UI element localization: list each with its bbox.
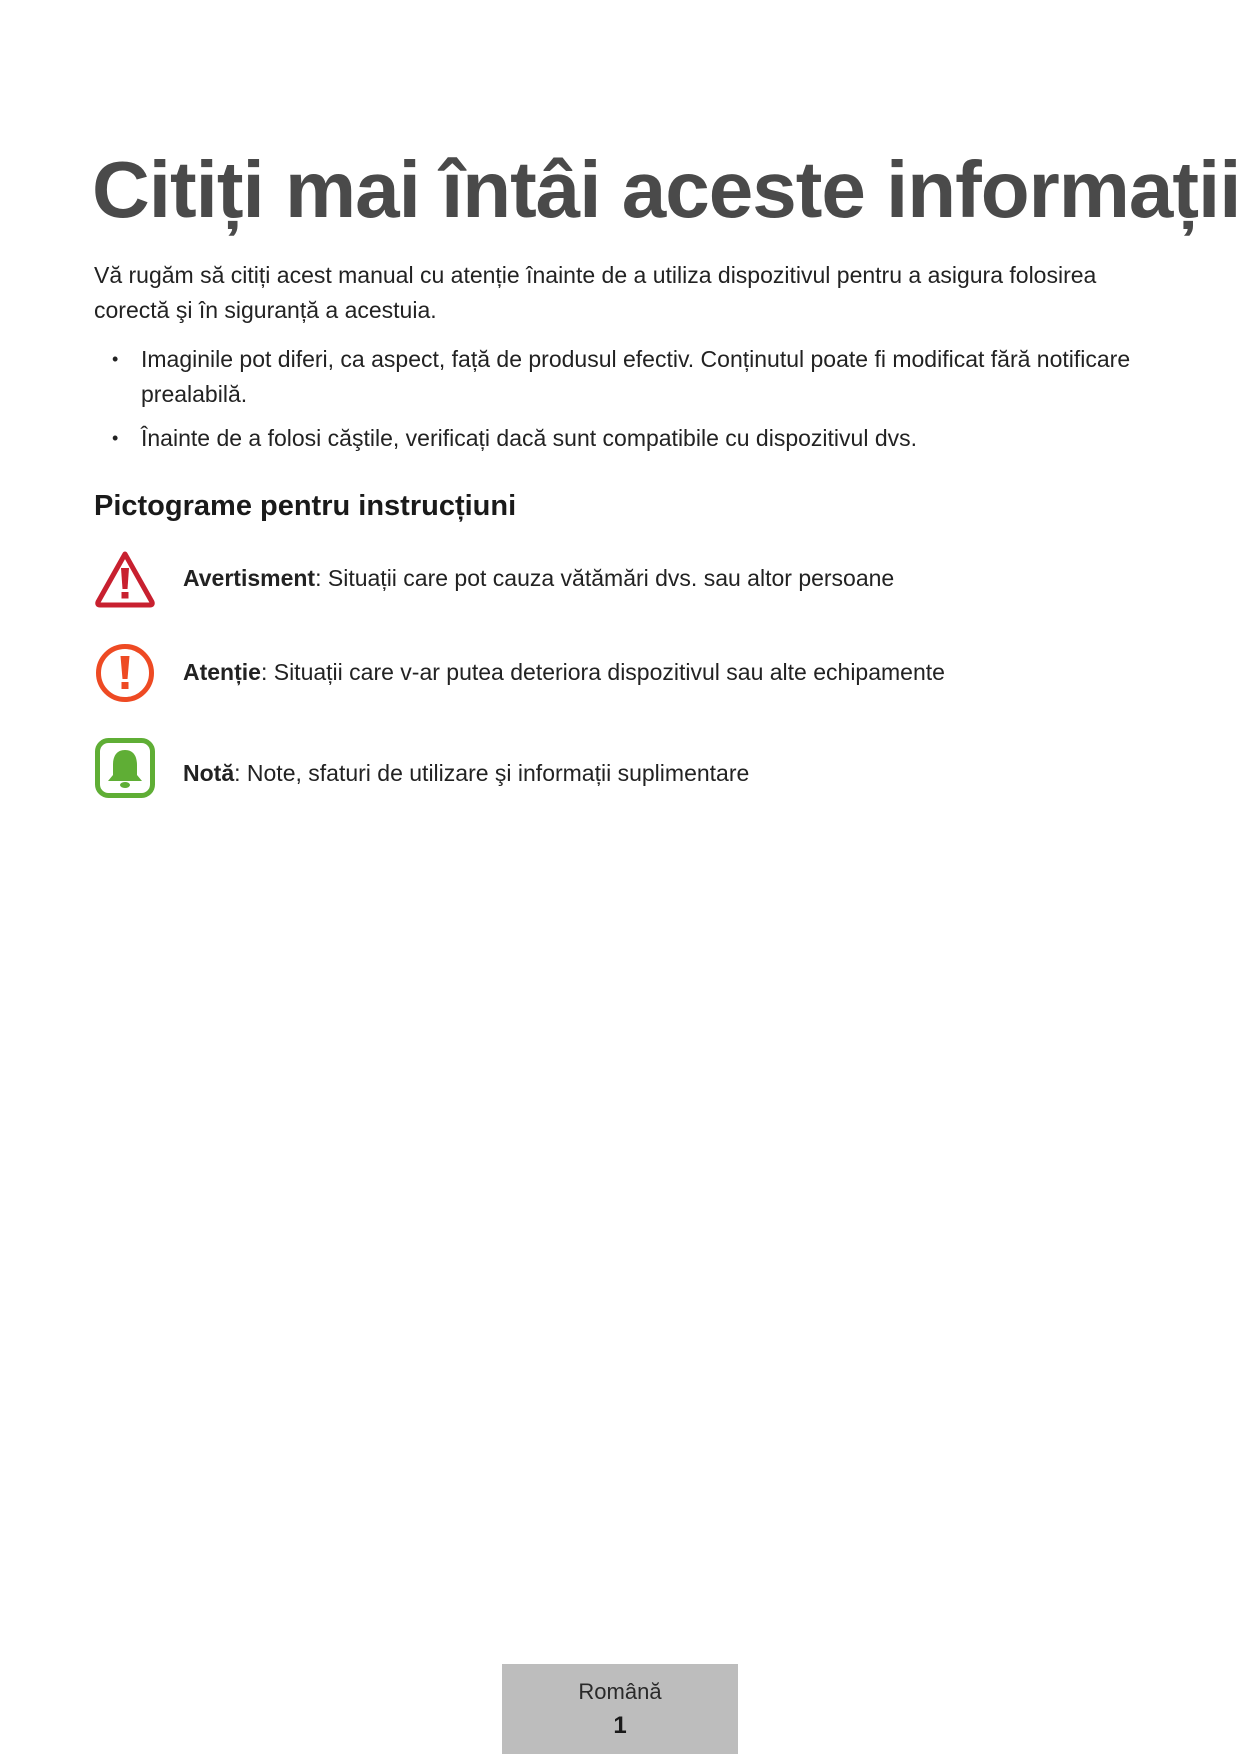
page-title: Citiți mai întâi aceste informații: [92, 145, 1241, 234]
warning-triangle-icon: [94, 548, 156, 610]
list-item: [94, 342, 1154, 412]
caution-circle-icon: [94, 642, 156, 704]
page-footer: [502, 1664, 738, 1754]
pictogram-label: Atenție: [183, 659, 261, 685]
footer-language: Română: [578, 1679, 662, 1704]
bullet-marker: •: [112, 349, 119, 369]
list-item: [94, 421, 1154, 456]
pictogram-row-note: [94, 737, 1154, 801]
notice-list: [94, 342, 1154, 465]
list-item-text: Imaginile pot diferi, ca aspect, față de produsul efectiv. Conținutul poate fi modificat fără notificare prealabilă.: [141, 346, 1131, 407]
pictogram-label: Avertisment: [183, 565, 316, 591]
intro-paragraph: Vă rugăm să citiți acest manual cu atenție înainte de a utiliza dispozitivul pentru a asigura folosirea corectă şi în siguranță a acestuia.: [94, 262, 1097, 323]
section-heading: Pictograme pentru instrucțiuni: [94, 490, 517, 522]
pictogram-row-caution: [94, 642, 1154, 706]
pictogram-row-warning: [94, 548, 1154, 612]
page-number: 1: [613, 1712, 627, 1739]
note-bell-icon: [94, 737, 156, 799]
pictogram-description: : Situații care pot cauza vătămări dvs. sau altor persoane: [315, 565, 895, 591]
pictogram-description: : Situații care v-ar putea deteriora dispozitivul sau alte echipamente: [260, 659, 945, 685]
list-item-text: Înainte de a folosi căştile, verificați dacă sunt compatibile cu dispozitivul dvs.: [141, 425, 918, 451]
bullet-marker: •: [112, 428, 119, 448]
pictogram-label: Notă: [183, 760, 235, 786]
pictogram-description: : Note, sfaturi de utilizare şi informații suplimentare: [234, 760, 750, 786]
